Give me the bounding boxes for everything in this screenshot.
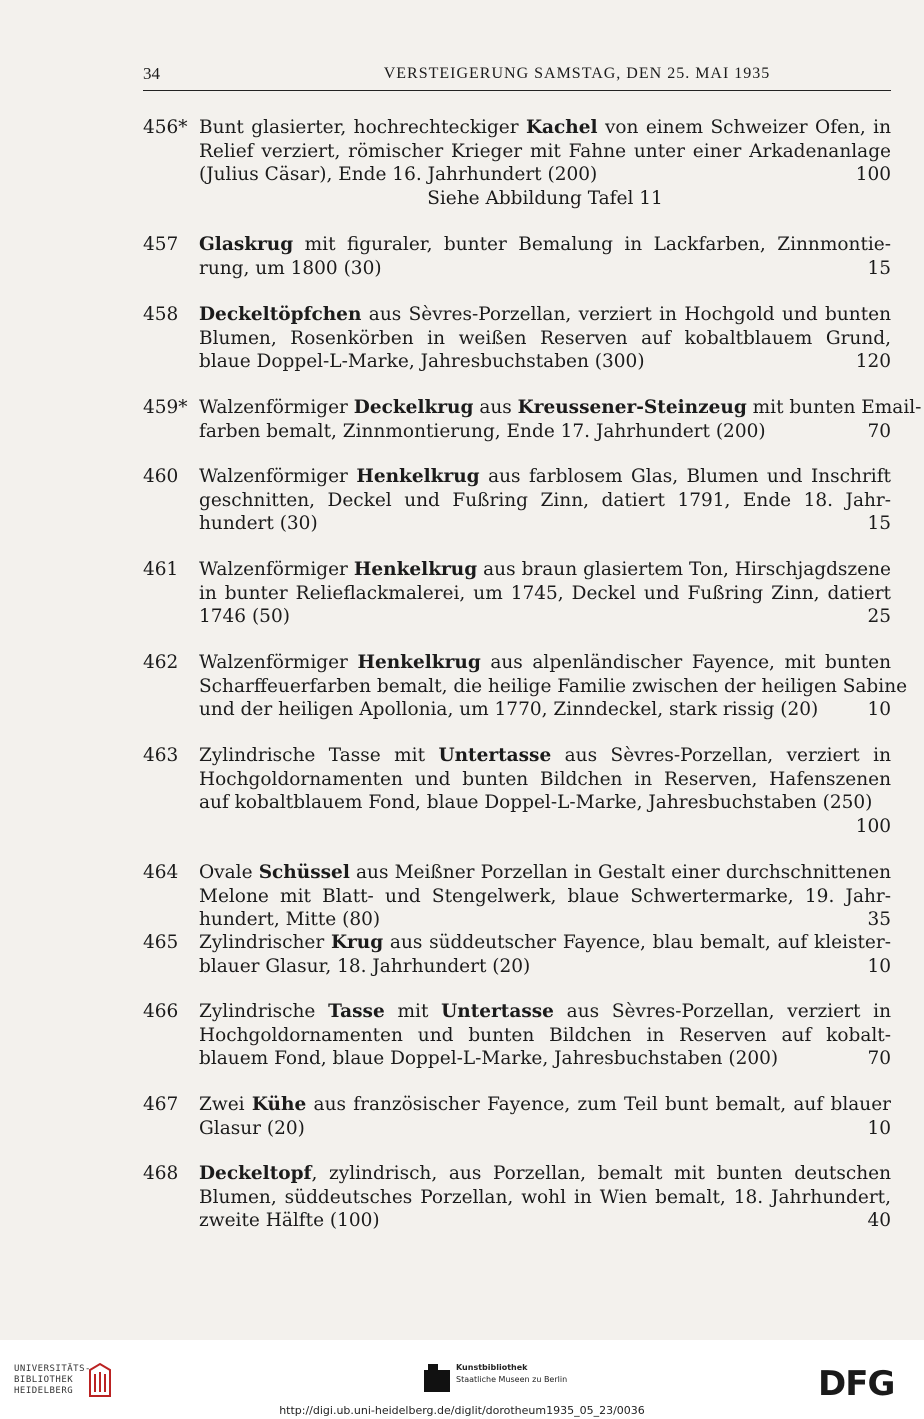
lot-description: Deckeltopf, zylindrisch, aus Porzellan, bemalt mit bunten deutschen Blumen, süddeutsches Porzellan, wohl in Wien bemalt, 18. Jahrhundert, zweite Hälfte (100) 40: [199, 1163, 891, 1231]
lot-price: 120: [855, 351, 891, 372]
lot-description: Walzenförmiger Henkelkrug aus alpenländischer Fayence, mit bunten Scharffeuerfarben bemalt, die heilige Familie zwischen der heiligen Sabine und der heiligen Apollonia, um 1770, Zinndeckel, stark rissig (20) 10: [199, 652, 908, 720]
lot-description: Walzenförmiger Henkelkrug aus farblosem Glas, Blumen und Inschrift geschnitten, Deckel und Fußring Zinn, datiert 1791, Ende 18. Jahr- hundert (30) 15: [199, 466, 891, 534]
lot-title: Untertasse: [438, 745, 552, 766]
permalink[interactable]: http://digi.ub.uni-heidelberg.de/diglit/dorotheum1935_05_23/0036: [279, 1404, 645, 1417]
lot-price: 25: [867, 606, 891, 627]
lot-price: 100: [855, 164, 891, 185]
lot-title: Untertasse: [441, 1001, 554, 1022]
lot-number: 457: [143, 234, 179, 255]
lot-title: Kreussener-Steinzeug: [517, 397, 747, 418]
lot-number: 465: [143, 932, 179, 953]
page-header: [143, 60, 891, 91]
lot-description: Deckeltöpfchen aus Sèvres-Porzellan, verziert in Hochgold und bunten Blumen, Rosenkörben in weißen Reserven auf kobaltblauem Grund, blaue Doppel-L-Marke, Jahresbuchstaben (300) 120: [199, 304, 891, 372]
lot-number: 466: [143, 1001, 179, 1022]
lot-number: 462: [143, 652, 179, 673]
lot-title: Tasse: [328, 1001, 385, 1022]
page-number: 34: [143, 64, 160, 83]
lot-number: 460: [143, 466, 179, 487]
lot-title: Deckeltopf: [199, 1163, 312, 1184]
lot-price: 10: [867, 699, 891, 720]
lot-title: Deckeltöpfchen: [199, 304, 362, 325]
lot-price: 100: [855, 815, 891, 837]
lot-title: Glaskrug: [199, 234, 294, 255]
lot-description: Zylindrische Tasse mit Untertasse aus Sèvres-Porzellan, verziert in Hochgoldornamenten und bunten Bildchen in Reserven auf kobalt- blauem Fond, blaue Doppel-L-Marke, Jahresbuchstaben (200) 70: [199, 1001, 891, 1069]
kb-subtitle: Staatliche Museen zu Berlin: [456, 1375, 568, 1384]
university-library-label: UNIVERSITÄTS- BIBLIOTHEK HEIDELBERG: [14, 1364, 91, 1396]
footer: [0, 1340, 924, 1419]
lot-number: 467: [143, 1094, 179, 1115]
lot-price: 10: [867, 955, 891, 977]
lot-title: Deckelkrug: [353, 397, 474, 418]
kb-name: Kunstbibliothek: [456, 1363, 528, 1372]
lot-description: Zylindrischer Krug aus süddeutscher Fayence, blau bemalt, auf kleister- blauer Glasur, 18. Jahrhundert (20) 10: [199, 932, 891, 977]
lot-description: Walzenförmiger Deckelkrug aus Kreussener-Steinzeug mit bunten Email- farben bemalt, Zinnmontierung, Ende 17. Jahrhundert (200) 70: [199, 397, 922, 442]
lot-number: 468: [143, 1163, 179, 1184]
illustration-note: Siehe Abbildung Tafel 11: [427, 187, 663, 209]
lot-price: 40: [867, 1210, 891, 1231]
lot-price: 70: [867, 1048, 891, 1069]
lot-title: Kühe: [251, 1094, 307, 1115]
lot-price: 10: [867, 1117, 891, 1139]
lot-price: 35: [867, 909, 891, 930]
lot-title: Henkelkrug: [357, 652, 481, 673]
lot-description: Glaskrug mit figuraler, bunter Bemalung in Lackfarben, Zinnmontie- rung, um 1800 (30) 15: [199, 234, 891, 279]
lot-description: Bunt glasierter, hochrechteckiger Kachel von einem Schweizer Ofen, in Relief verziert, römischer Krieger mit Fahne unter einer Arkadenanlage (Julius Cäsar), Ende 16. Jahrhundert (200) 100 Siehe Abbildung Tafel 11: [199, 117, 891, 209]
lot-title: Kachel: [525, 117, 598, 138]
lot-description: Zylindrische Tasse mit Untertasse aus Sèvres-Porzellan, verziert in Hochgoldornamenten und bunten Bildchen in Reserven, Hafenszenen auf kobaltblauem Fond, blaue Doppel-L-Marke, Jahresbuchstaben (250) 100: [199, 745, 891, 837]
lot-description: Walzenförmiger Henkelkrug aus braun glasiertem Ton, Hirschjagdszene in bunter Relieflackmalerei, um 1745, Deckel und Fußring Zinn, datiert 1746 (50) 25: [199, 559, 891, 627]
lot-price: 70: [867, 420, 891, 442]
lot-number: 463: [143, 745, 179, 766]
dfg-logo: DFG: [818, 1364, 895, 1404]
kunstbibliothek-icon: [424, 1364, 450, 1392]
lot-number: 456*: [143, 117, 188, 138]
lot-title: Henkelkrug: [353, 559, 478, 580]
lot-title: Krug: [330, 932, 384, 953]
lot-price: 15: [867, 513, 891, 534]
lot-description: Zwei Kühe aus französischer Fayence, zum Teil bunt bemalt, auf blauer Glasur (20) 10: [199, 1094, 891, 1139]
lot-number: 459*: [143, 397, 188, 418]
lot-number: 458: [143, 304, 179, 325]
running-title: VERSTEIGERUNG SAMSTAG, DEN 25. MAI 1935: [383, 65, 771, 82]
lot-description: Ovale Schüssel aus Meißner Porzellan in Gestalt einer durchschnittenen Melone mit Blatt- und Stengelwerk, blaue Schwertermarke, 19. Jahr- hundert, Mitte (80) 35: [199, 862, 891, 930]
lot-title: Henkelkrug: [356, 466, 480, 487]
heidelberg-logo-icon: [86, 1362, 114, 1400]
lot-price: 15: [867, 257, 891, 279]
lot-title: Schüssel: [258, 862, 350, 883]
lot-number: 461: [143, 559, 179, 580]
lot-number: 464: [143, 862, 179, 883]
